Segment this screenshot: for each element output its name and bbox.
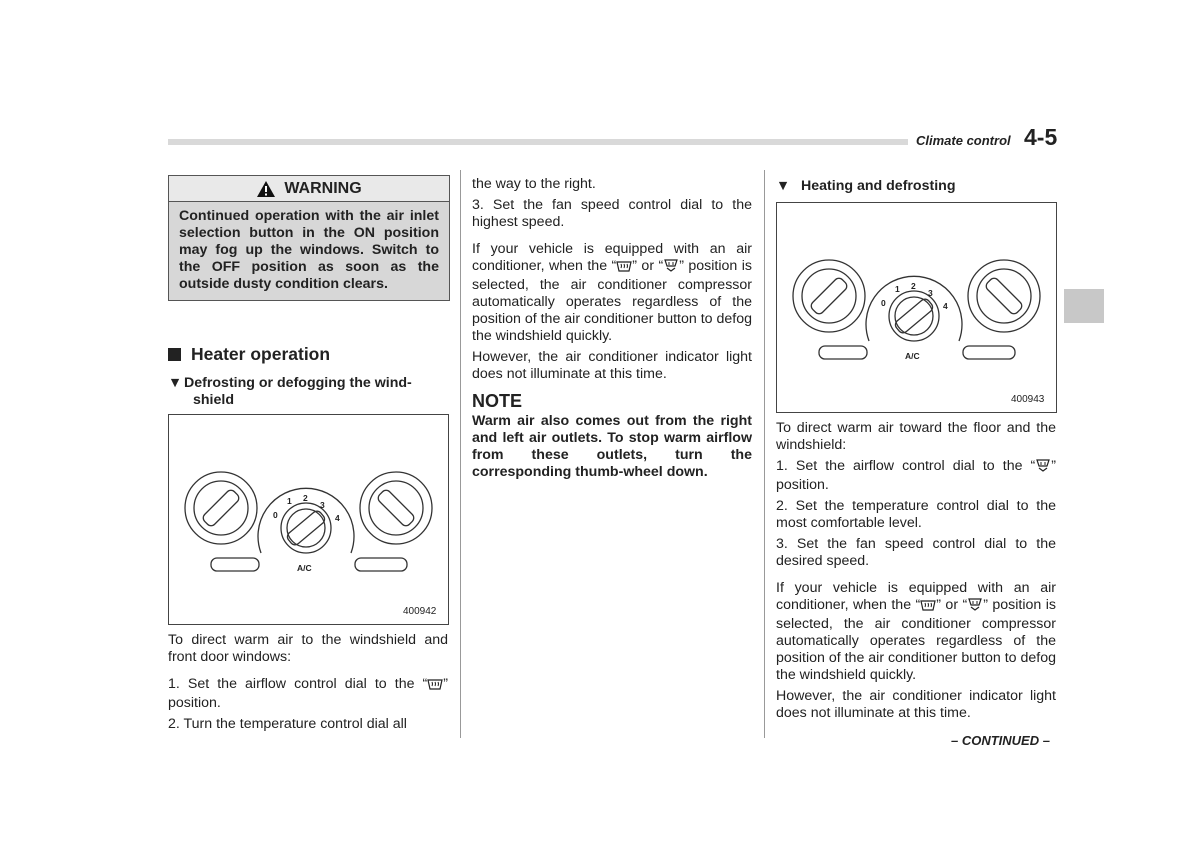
note-heading: NOTE — [472, 391, 523, 411]
section-heading — [168, 344, 330, 365]
step-2: 2. Set the temperature control dial to the most comfortable level. — [776, 498, 1056, 531]
paragraph: the way to the right. — [472, 176, 596, 192]
column-divider — [460, 170, 461, 738]
windshield-defrost-icon — [920, 599, 936, 616]
chapter-title: Climate control — [916, 133, 1011, 148]
triangle-bullet-icon: ▼ — [168, 375, 183, 391]
paragraph: However, the air conditioner indicator light does not illuminate at this time. — [472, 349, 752, 382]
paragraph: To direct warm air to the windshield and front door windows: — [168, 632, 448, 665]
figure-number: 400943 — [1011, 394, 1045, 405]
windshield-defrost-icon — [616, 260, 632, 277]
warning-text: Continued operation with the air inlet selection button in the ON position may fog up the windows. Switch to the OFF position as soon as the outside dusty condition clears. — [169, 202, 449, 300]
subheading-line: Heating and defrosting — [801, 178, 956, 194]
warning-header — [169, 176, 449, 202]
section-title: Heater operation — [191, 344, 331, 364]
subheading-line: Defrosting or defogging the wind- — [184, 375, 412, 391]
triangle-bullet-icon: ▼ — [776, 178, 791, 194]
chapter-tab — [1064, 289, 1104, 323]
svg-text:1: 1 — [287, 496, 292, 506]
subheading-heating — [776, 178, 1056, 195]
warning-box — [168, 175, 450, 301]
paragraph: However, the air conditioner indicator light does not illuminate at this time. — [776, 688, 1056, 721]
svg-text:3: 3 — [320, 500, 325, 510]
figure-climate-panel — [776, 202, 1057, 413]
svg-text:4: 4 — [943, 301, 948, 311]
column-divider — [764, 170, 765, 738]
climate-panel-illustration — [169, 415, 448, 624]
section-square-icon — [168, 348, 181, 361]
floor-defrost-icon — [967, 598, 983, 616]
page-number: 4-5 — [1024, 124, 1058, 150]
step-3: 3. Set the fan speed control dial to the highest speed. — [472, 197, 752, 230]
note-text: Warm air also comes out from the right and left air outlets. To stop warm airflow from these outlets, turn the corresponding thumb-wheel down. — [472, 413, 752, 480]
svg-text:1: 1 — [895, 284, 900, 294]
climate-panel-illustration — [777, 203, 1056, 412]
column-2-text — [472, 176, 752, 485]
step-3: 3. Set the fan speed control dial to the desired speed. — [776, 536, 1056, 569]
windshield-defrost-icon — [427, 678, 443, 695]
subheading-defrosting — [168, 375, 453, 409]
header-rule — [168, 139, 908, 145]
step-1: 1. Set the airflow control dial to the “ ” position. — [168, 676, 448, 711]
continued-label: – CONTINUED – — [951, 733, 1050, 748]
warning-label: WARNING — [284, 179, 362, 197]
paragraph: If your vehicle is equipped with an air conditioner, when the “ ” or “ ” position is selected, the air conditioner compressor automatically operates regardless of the position of the air conditioner button to defog the windshield quickly. — [472, 241, 753, 344]
svg-text:2: 2 — [303, 493, 308, 503]
step-2: 2. Turn the temperature control dial all — [168, 716, 407, 732]
paragraph: To direct warm air toward the floor and the windshield: — [776, 420, 1056, 453]
svg-text:0: 0 — [273, 510, 278, 520]
svg-text:A/C: A/C — [297, 563, 312, 573]
svg-text:2: 2 — [911, 281, 916, 291]
step-1: 1. Set the airflow control dial to the “ ” position. — [776, 458, 1056, 493]
svg-text:0: 0 — [881, 298, 886, 308]
column-3-text — [776, 420, 1056, 726]
column-1-text — [168, 632, 448, 737]
subheading-line: shield — [193, 392, 234, 408]
figure-number: 400942 — [403, 606, 437, 617]
floor-defrost-icon — [663, 259, 679, 277]
svg-text:3: 3 — [928, 288, 933, 298]
svg-text:A/C: A/C — [905, 351, 920, 361]
figure-climate-panel — [168, 414, 449, 625]
floor-defrost-icon — [1035, 459, 1051, 477]
warning-triangle-icon — [256, 180, 276, 198]
svg-text:4: 4 — [335, 513, 340, 523]
paragraph: If your vehicle is equipped with an air conditioner, when the “ ” or “ ” position is selected, the air conditioner compressor automatically operates regardless of the position of the air conditioner button to defog the windshield quickly. — [776, 580, 1057, 683]
